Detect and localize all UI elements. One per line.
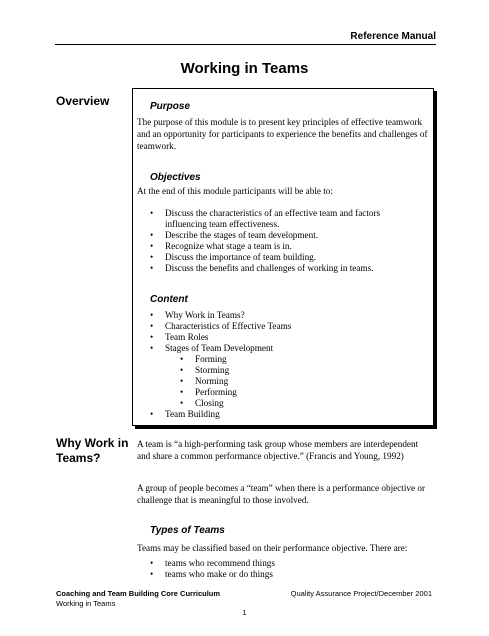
content-list xyxy=(150,310,422,420)
objectives-intro: At the end of this module participants will be able to: xyxy=(137,186,333,196)
objectives-heading: Objectives xyxy=(150,172,201,183)
list-item: • Team Building xyxy=(150,409,422,420)
list-item: • Describe the stages of team development. xyxy=(150,230,422,241)
list-item: • Performing xyxy=(180,387,422,398)
why-teams-heading xyxy=(56,436,128,466)
footer-module: Working in Teams xyxy=(56,598,116,608)
list-item: • Storming xyxy=(180,365,422,376)
list-item: • Forming xyxy=(180,354,422,365)
page-title: Working in Teams xyxy=(180,60,309,77)
types-list xyxy=(150,558,422,580)
list-item: • Why Work in Teams? xyxy=(150,310,422,321)
footer-left xyxy=(56,589,220,608)
list-item: • Characteristics of Effective Teams xyxy=(150,321,422,332)
purpose-text: The purpose of this module is to present key principles of effective teamwork and an opportunity for participants to experience the benefits and challenges of teamwork. xyxy=(137,117,428,151)
header-label: Reference Manual xyxy=(350,31,436,42)
list-item: • Discuss the importance of team building. xyxy=(150,252,422,263)
list-item-label: Stages of Team Development xyxy=(165,343,274,353)
list-item: • Closing xyxy=(180,398,422,409)
list-item: • Norming xyxy=(180,376,422,387)
why-teams-para-1: A team is “a high-performing task group whose members are interdependent and share a common performance objective.” (Francis and Young, 1992) xyxy=(137,439,419,461)
list-item: • Discuss the benefits and challenges of working in teams. xyxy=(150,263,422,274)
types-heading: Types of Teams xyxy=(150,525,225,536)
list-item xyxy=(150,343,422,409)
why-teams-para-2: A group of people becomes a “team” when there is a performance objective or challenge that is meaningful to those involved. xyxy=(137,483,426,505)
footer-project: Quality Assurance Project/December 2001 xyxy=(290,589,432,598)
content-heading: Content xyxy=(150,294,188,305)
types-intro: Teams may be classified based on their performance objective. There are: xyxy=(137,543,408,553)
list-item: • teams who make or do things xyxy=(150,569,422,580)
page-number: 1 xyxy=(242,608,247,617)
list-item: • Team Roles xyxy=(150,332,422,343)
footer-curriculum: Coaching and Team Building Core Curriculum xyxy=(56,589,221,598)
objectives-list xyxy=(150,208,422,274)
stages-list xyxy=(165,354,422,409)
list-item: • Discuss the characteristics of an effective team and factors influencing team effectiveness. xyxy=(150,208,422,230)
list-item: • teams who recommend things xyxy=(150,558,422,569)
why-teams-heading-line2: Teams? xyxy=(56,451,101,465)
list-item: • Recognize what stage a team is in. xyxy=(150,241,422,252)
why-teams-heading-line1: Why Work in xyxy=(56,436,129,450)
purpose-heading: Purpose xyxy=(150,101,191,112)
header-divider xyxy=(55,44,436,45)
overview-heading: Overview xyxy=(56,94,110,108)
